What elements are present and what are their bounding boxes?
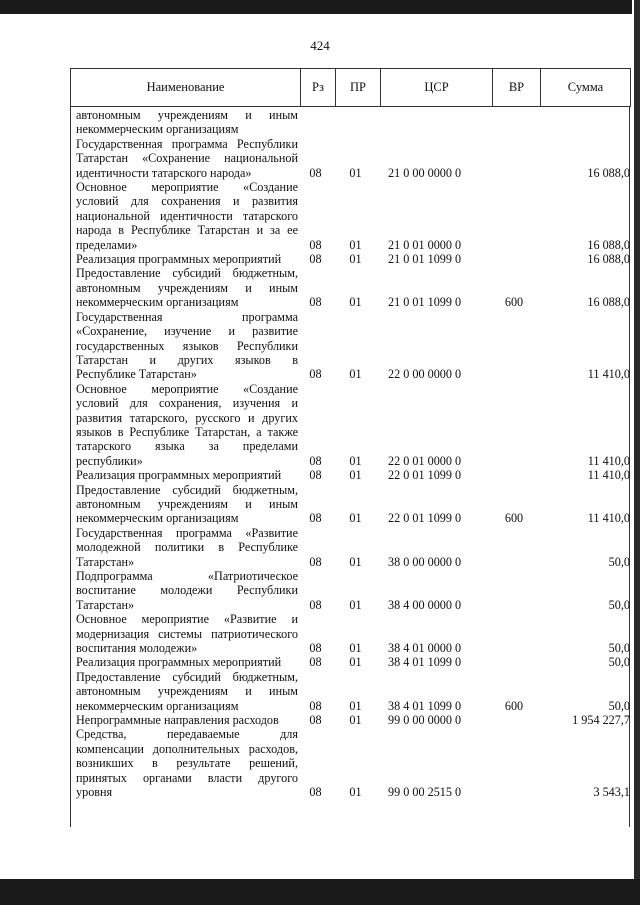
row-rz: 08 xyxy=(309,367,322,382)
row-csr: 21 0 01 1099 0 xyxy=(388,295,462,310)
row-pr: 01 xyxy=(349,252,362,267)
row-name-line: Подпрограмма «Патриотическое xyxy=(76,569,298,583)
table-row xyxy=(76,569,630,612)
row-sum: 50,0 xyxy=(608,655,630,670)
row-name xyxy=(76,137,298,180)
row-name xyxy=(76,483,298,526)
row-vr: 600 xyxy=(504,295,524,310)
row-name-line: Татарстан и других языков в xyxy=(76,352,298,367)
table-row xyxy=(76,713,630,727)
row-pr: 01 xyxy=(349,165,362,180)
row-name-line: развития татарского, русского и других xyxy=(76,410,298,425)
row-sum: 50,0 xyxy=(608,698,630,713)
row-rz: 08 xyxy=(309,511,322,526)
row-sum: 16 088,0 xyxy=(587,295,630,310)
row-name-line: модернизация системы патриотического xyxy=(76,626,298,641)
row-rz: 08 xyxy=(309,597,322,612)
row-name-line: некоммерческим организациям xyxy=(76,511,239,526)
row-name-line: Татарстан «Сохранение национальной xyxy=(76,151,298,166)
row-csr: 38 4 01 0000 0 xyxy=(388,641,462,656)
table-row xyxy=(76,612,630,655)
row-name-line: условий для сохранения и развития xyxy=(76,194,298,209)
table-row xyxy=(76,266,630,309)
row-name-line: некоммерческим организациям xyxy=(76,295,239,310)
row-name xyxy=(76,612,298,655)
row-rz: 08 xyxy=(309,655,322,670)
table-row xyxy=(76,310,630,382)
row-name-line: национальной идентичности татарского xyxy=(76,208,298,223)
row-pr: 01 xyxy=(349,367,362,382)
row-rz: 08 xyxy=(309,698,322,713)
table-row xyxy=(76,137,630,180)
row-pr: 01 xyxy=(349,511,362,526)
row-name xyxy=(76,382,298,468)
row-name-line: Реализация программных мероприятий xyxy=(76,468,282,483)
row-name-line: Государственная программа «Развитие xyxy=(76,525,298,540)
row-name-line: воспитания молодежи» xyxy=(76,641,198,656)
row-sum: 3 543,1 xyxy=(593,785,630,800)
header-sum: Сумма xyxy=(541,69,631,107)
table-row xyxy=(76,252,630,266)
table-header xyxy=(70,68,631,107)
row-name-line: пределами» xyxy=(76,237,138,252)
header-csr: ЦСР xyxy=(381,69,493,107)
row-csr: 22 0 01 0000 0 xyxy=(388,453,462,468)
row-rz: 08 xyxy=(309,295,322,310)
row-rz: 08 xyxy=(309,252,322,267)
row-name-line: воспитание молодежи Республики xyxy=(76,583,298,598)
table-row xyxy=(76,526,630,569)
row-name-line: Предоставление субсидий бюджетным, xyxy=(76,669,298,684)
row-name-line: некоммерческим организациям xyxy=(76,698,239,713)
row-name-line: Предоставление субсидий бюджетным, xyxy=(76,482,298,497)
row-name-line: автономным учреждениям и иным xyxy=(76,280,298,295)
row-sum: 11 410,0 xyxy=(587,468,630,483)
row-csr: 21 0 01 1099 0 xyxy=(388,252,462,267)
row-name-line: принятых органами власти другого xyxy=(76,770,298,785)
header-rz: Рз xyxy=(301,69,336,107)
table-row xyxy=(76,180,630,252)
row-name-line: автономным учреждениям и иным xyxy=(76,684,298,699)
table-row xyxy=(76,655,630,669)
row-csr: 99 0 00 0000 0 xyxy=(388,713,462,728)
row-name-line: Республике Татарстан» xyxy=(76,367,197,382)
scan-edge-top xyxy=(0,0,632,14)
scan-edge-bottom xyxy=(0,879,640,905)
row-name-line: Средства, передаваемые для xyxy=(76,727,298,742)
row-name-line: молодежной политики в Республике xyxy=(76,540,298,555)
row-rz: 08 xyxy=(309,641,322,656)
row-csr: 38 4 01 1099 0 xyxy=(388,698,462,713)
row-csr: 38 4 01 1099 0 xyxy=(388,655,462,670)
row-name-line: возникших в результате решений, xyxy=(76,756,298,771)
row-name xyxy=(76,655,298,669)
row-name-line: Реализация программных мероприятий xyxy=(76,655,282,670)
table-row xyxy=(76,108,630,137)
row-sum: 50,0 xyxy=(608,554,630,569)
row-name xyxy=(76,670,298,713)
row-sum: 16 088,0 xyxy=(587,165,630,180)
header-name: Наименование xyxy=(71,69,301,107)
row-rz: 08 xyxy=(309,453,322,468)
row-sum: 1 954 227,7 xyxy=(572,713,630,728)
row-name-line: автономным учреждениям и иным xyxy=(76,108,298,122)
row-sum: 11 410,0 xyxy=(587,511,630,526)
row-name-line: уровня xyxy=(76,785,113,800)
row-name-line: Основное мероприятие «Развитие и xyxy=(76,612,298,627)
row-name-line: Основное мероприятие «Создание xyxy=(76,180,298,195)
row-pr: 01 xyxy=(349,785,362,800)
row-vr: 600 xyxy=(504,511,524,526)
row-csr: 38 4 00 0000 0 xyxy=(388,597,462,612)
row-rz: 08 xyxy=(309,713,322,728)
row-name xyxy=(76,468,298,482)
row-sum: 11 410,0 xyxy=(587,367,630,382)
row-pr: 01 xyxy=(349,713,362,728)
row-name-line: государственных языков Республики xyxy=(76,338,298,353)
row-rz: 08 xyxy=(309,554,322,569)
row-name xyxy=(76,526,298,569)
row-name xyxy=(76,108,298,137)
header-pr: ПР xyxy=(336,69,381,107)
row-csr: 22 0 01 1099 0 xyxy=(388,468,462,483)
row-name-line: некоммерческим организациям xyxy=(76,122,239,137)
row-sum: 50,0 xyxy=(608,597,630,612)
row-name-line: условий для сохранения, изучения и xyxy=(76,396,298,411)
row-name-line: Татарстан» xyxy=(76,597,135,612)
row-rz: 08 xyxy=(309,785,322,800)
row-pr: 01 xyxy=(349,597,362,612)
row-name-line: народа в Республике Татарстан и за ее xyxy=(76,223,298,238)
table-border-left xyxy=(70,107,71,827)
row-name-line: Непрограммные направления расходов xyxy=(76,713,279,728)
row-name xyxy=(76,713,298,727)
row-name xyxy=(76,266,298,309)
table-row xyxy=(76,468,630,482)
row-csr: 99 0 00 2515 0 xyxy=(388,785,462,800)
row-vr: 600 xyxy=(504,698,524,713)
row-pr: 01 xyxy=(349,554,362,569)
row-csr: 38 0 00 0000 0 xyxy=(388,554,462,569)
table-row xyxy=(76,727,630,799)
row-name xyxy=(76,180,298,252)
row-name-line: «Сохранение, изучение и развитие xyxy=(76,324,298,339)
table-row xyxy=(76,483,630,526)
row-pr: 01 xyxy=(349,295,362,310)
row-csr: 21 0 01 0000 0 xyxy=(388,237,462,252)
row-name-line: идентичности татарского народа» xyxy=(76,165,252,180)
row-rz: 08 xyxy=(309,468,322,483)
row-sum: 11 410,0 xyxy=(587,453,630,468)
row-name-line: Государственная программа Республики xyxy=(76,136,298,151)
row-sum: 16 088,0 xyxy=(587,237,630,252)
row-pr: 01 xyxy=(349,468,362,483)
page-number: 424 xyxy=(310,38,330,53)
scan-edge-right xyxy=(634,0,640,905)
row-pr: 01 xyxy=(349,641,362,656)
header-vr: ВР xyxy=(493,69,541,107)
table-row xyxy=(76,670,630,713)
row-rz: 08 xyxy=(309,165,322,180)
row-name-line: Реализация программных мероприятий xyxy=(76,252,282,267)
row-name-line: республики» xyxy=(76,453,143,468)
row-name-line: Основное мероприятие «Создание xyxy=(76,381,298,396)
row-pr: 01 xyxy=(349,655,362,670)
budget-table-body xyxy=(76,108,630,800)
row-csr: 21 0 00 0000 0 xyxy=(388,165,462,180)
row-name-line: автономным учреждениям и иным xyxy=(76,496,298,511)
row-pr: 01 xyxy=(349,453,362,468)
row-name-line: татарского языка за пределами xyxy=(76,439,298,454)
row-name xyxy=(76,252,298,266)
row-csr: 22 0 01 1099 0 xyxy=(388,511,462,526)
row-name-line: Государственная программа xyxy=(76,309,298,324)
row-name-line: Предоставление субсидий бюджетным, xyxy=(76,266,298,281)
row-csr: 22 0 00 0000 0 xyxy=(388,367,462,382)
row-rz: 08 xyxy=(309,237,322,252)
row-pr: 01 xyxy=(349,698,362,713)
row-name-line: языков в Республике Татарстан, а также xyxy=(76,424,298,439)
row-sum: 16 088,0 xyxy=(587,252,630,267)
row-name-line: Татарстан» xyxy=(76,554,135,569)
table-row xyxy=(76,382,630,468)
row-name xyxy=(76,727,298,799)
row-name xyxy=(76,310,298,382)
row-name-line: компенсации дополнительных расходов, xyxy=(76,741,298,756)
row-sum: 50,0 xyxy=(608,641,630,656)
row-name xyxy=(76,569,298,612)
row-pr: 01 xyxy=(349,237,362,252)
